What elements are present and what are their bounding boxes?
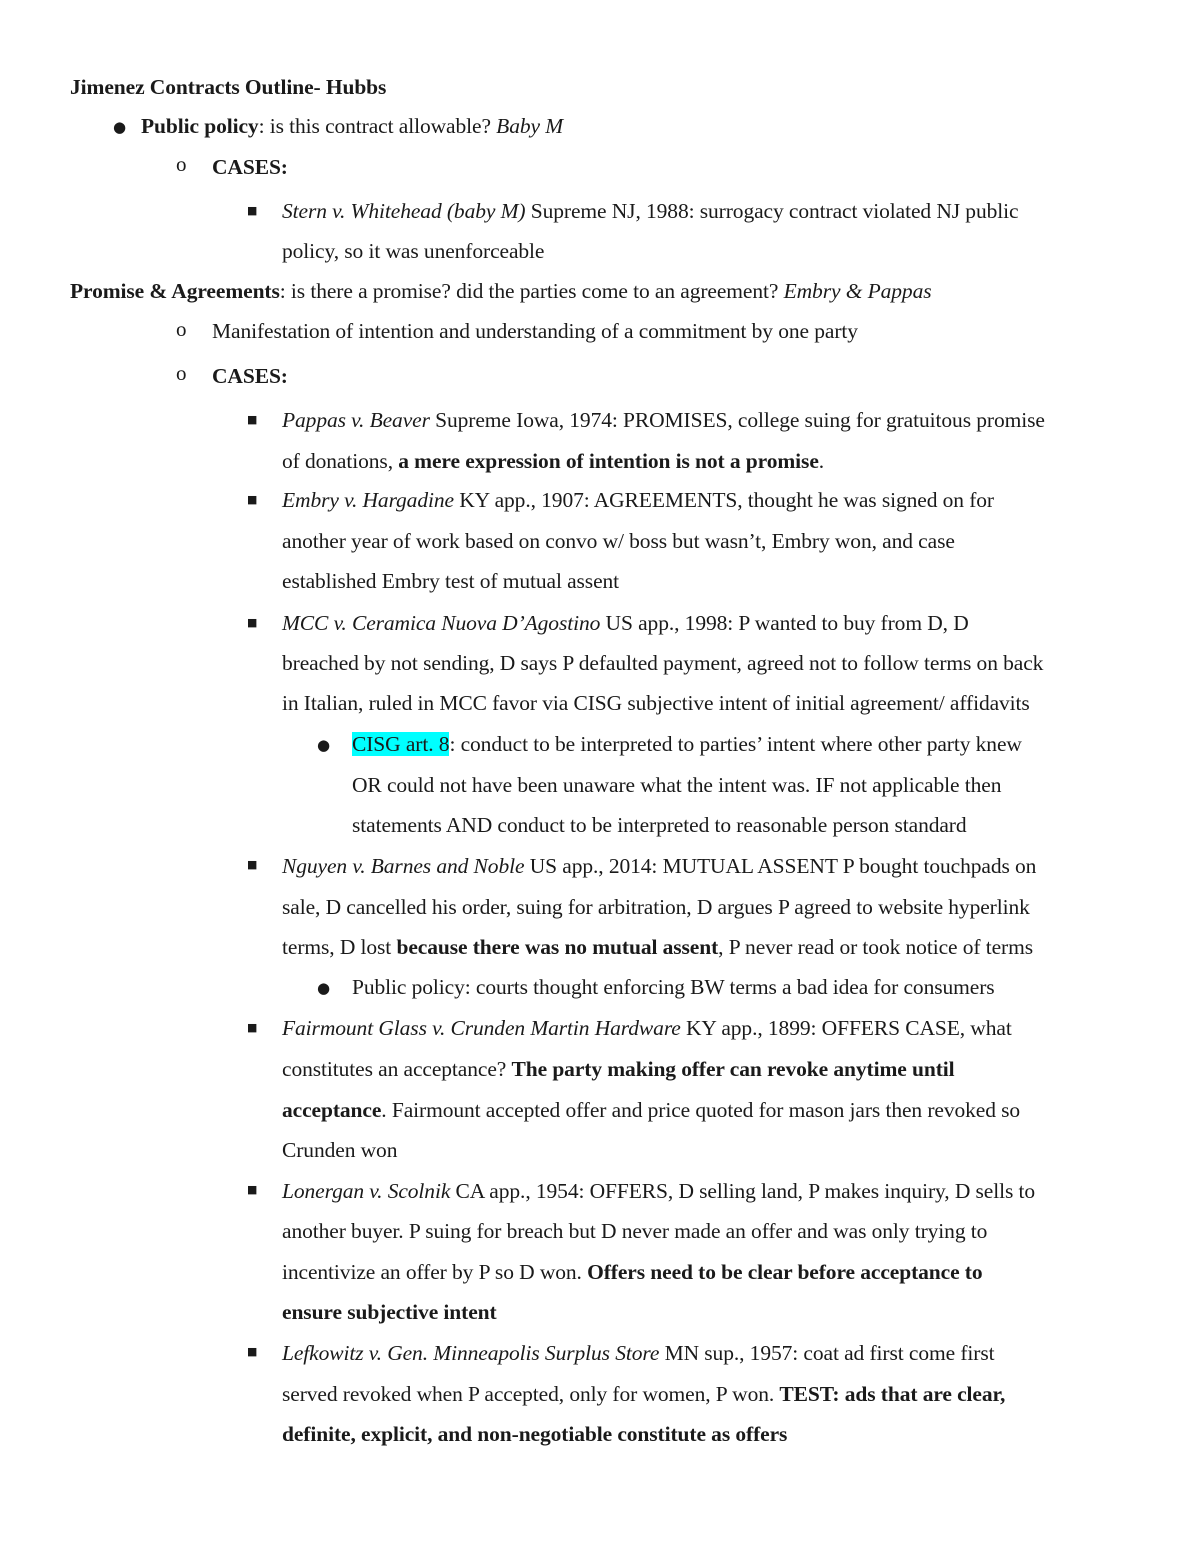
fairmount-case-line-1: Fairmount Glass v. Crunden Martin Hardware KY app., 1899: OFFERS CASE, what: [282, 1016, 1012, 1040]
pappas-case-line-2: of donations, a mere expression of intention is not a promise.: [282, 449, 825, 473]
cisg-highlight: CISG art. 8: [352, 732, 450, 756]
circle-marker: o: [176, 317, 187, 341]
square-marker: ■: [247, 493, 258, 506]
circle-marker: o: [176, 152, 187, 176]
lefkowitz-case-line-1: Lefkowitz v. Gen. Minneapolis Surplus Store MN sup., 1957: coat ad first come first: [282, 1341, 995, 1365]
square-marker: ■: [247, 858, 258, 871]
embry-case-line-3: established Embry test of mutual assent: [282, 569, 620, 593]
lefkowitz-case-line-2: served revoked when P accepted, only for women, P won. TEST: ads that are clear,: [282, 1382, 1006, 1406]
fairmount-case-line-4: Crunden won: [282, 1138, 398, 1162]
square-marker: ■: [247, 204, 258, 217]
cisg-item-line-3: statements AND conduct to be interpreted to reasonable person standard: [352, 813, 967, 837]
document-title: Jimenez Contracts Outline- Hubbs: [70, 75, 387, 99]
square-marker: ■: [247, 616, 258, 629]
nguyen-case-line-3: terms, D lost because there was no mutual assent, P never read or took notice of terms: [282, 935, 1033, 959]
manifestation-item: Manifestation of intention and understanding of a commitment by one party: [212, 319, 858, 343]
promise-cases-label: CASES:: [212, 364, 288, 388]
stern-case-line-2: policy, so it was unenforceable: [282, 239, 545, 263]
circle-marker: o: [176, 361, 187, 385]
square-marker: ■: [247, 1021, 258, 1034]
square-marker: ■: [247, 413, 258, 426]
bullet-marker: ●: [317, 979, 330, 997]
square-marker: ■: [247, 1345, 258, 1358]
embry-case-line-2: another year of work based on convo w/ boss but wasn’t, Embry won, and case: [282, 529, 955, 553]
promise-agreements-heading: Promise & Agreements: is there a promise? did the parties come to an agreement? Embry & Pappas: [70, 279, 932, 303]
mcc-case-line-1: MCC v. Ceramica Nuova D’Agostino US app., 1998: P wanted to buy from D, D: [282, 611, 969, 635]
nguyen-public-policy-item: Public policy: courts thought enforcing BW terms a bad idea for consumers: [352, 975, 995, 999]
public-policy-item: Public policy: is this contract allowable? Baby M: [141, 114, 564, 138]
fairmount-case-line-3: acceptance. Fairmount accepted offer and price quoted for mason jars then revoked so: [282, 1098, 1021, 1122]
lefkowitz-case-line-3: definite, explicit, and non-negotiable constitute as offers: [282, 1422, 788, 1446]
lonergan-case-line-4: ensure subjective intent: [282, 1300, 497, 1324]
cisg-item-line-2: OR could not have been unaware what the intent was. IF not applicable then: [352, 773, 1002, 797]
fairmount-case-line-2: constitutes an acceptance? The party making offer can revoke anytime until: [282, 1057, 955, 1081]
pappas-case-line-1: Pappas v. Beaver Supreme Iowa, 1974: PROMISES, college suing for gratuitous promise: [282, 408, 1045, 432]
mcc-case-line-2: breached by not sending, D says P defaulted payment, agreed not to follow terms on back: [282, 651, 1044, 675]
embry-case-line-1: Embry v. Hargadine KY app., 1907: AGREEMENTS, thought he was signed on for: [282, 488, 994, 512]
lonergan-case-line-3: incentivize an offer by P so D won. Offers need to be clear before acceptance to: [282, 1260, 983, 1284]
lonergan-case-line-1: Lonergan v. Scolnik CA app., 1954: OFFERS, D selling land, P makes inquiry, D sells to: [282, 1179, 1036, 1203]
nguyen-case-line-1: Nguyen v. Barnes and Noble US app., 2014: MUTUAL ASSENT P bought touchpads on: [282, 854, 1037, 878]
nguyen-case-line-2: sale, D cancelled his order, suing for arbitration, D argues P agreed to website hyperlink: [282, 895, 1030, 919]
bullet-marker: ●: [113, 118, 126, 136]
stern-case-line-1: Stern v. Whitehead (baby M) Supreme NJ, 1988: surrogacy contract violated NJ public: [282, 199, 1019, 223]
lonergan-case-line-2: another buyer. P suing for breach but D never made an offer and was only trying to: [282, 1219, 988, 1243]
bullet-marker: ●: [317, 736, 330, 754]
cisg-item-line-1: CISG art. 8: conduct to be interpreted to parties’ intent where other party knew: [352, 732, 1022, 756]
square-marker: ■: [247, 1183, 258, 1196]
public-policy-cases-label: CASES:: [212, 155, 288, 179]
mcc-case-line-3: in Italian, ruled in MCC favor via CISG subjective intent of initial agreement/ affidavits: [282, 691, 1030, 715]
